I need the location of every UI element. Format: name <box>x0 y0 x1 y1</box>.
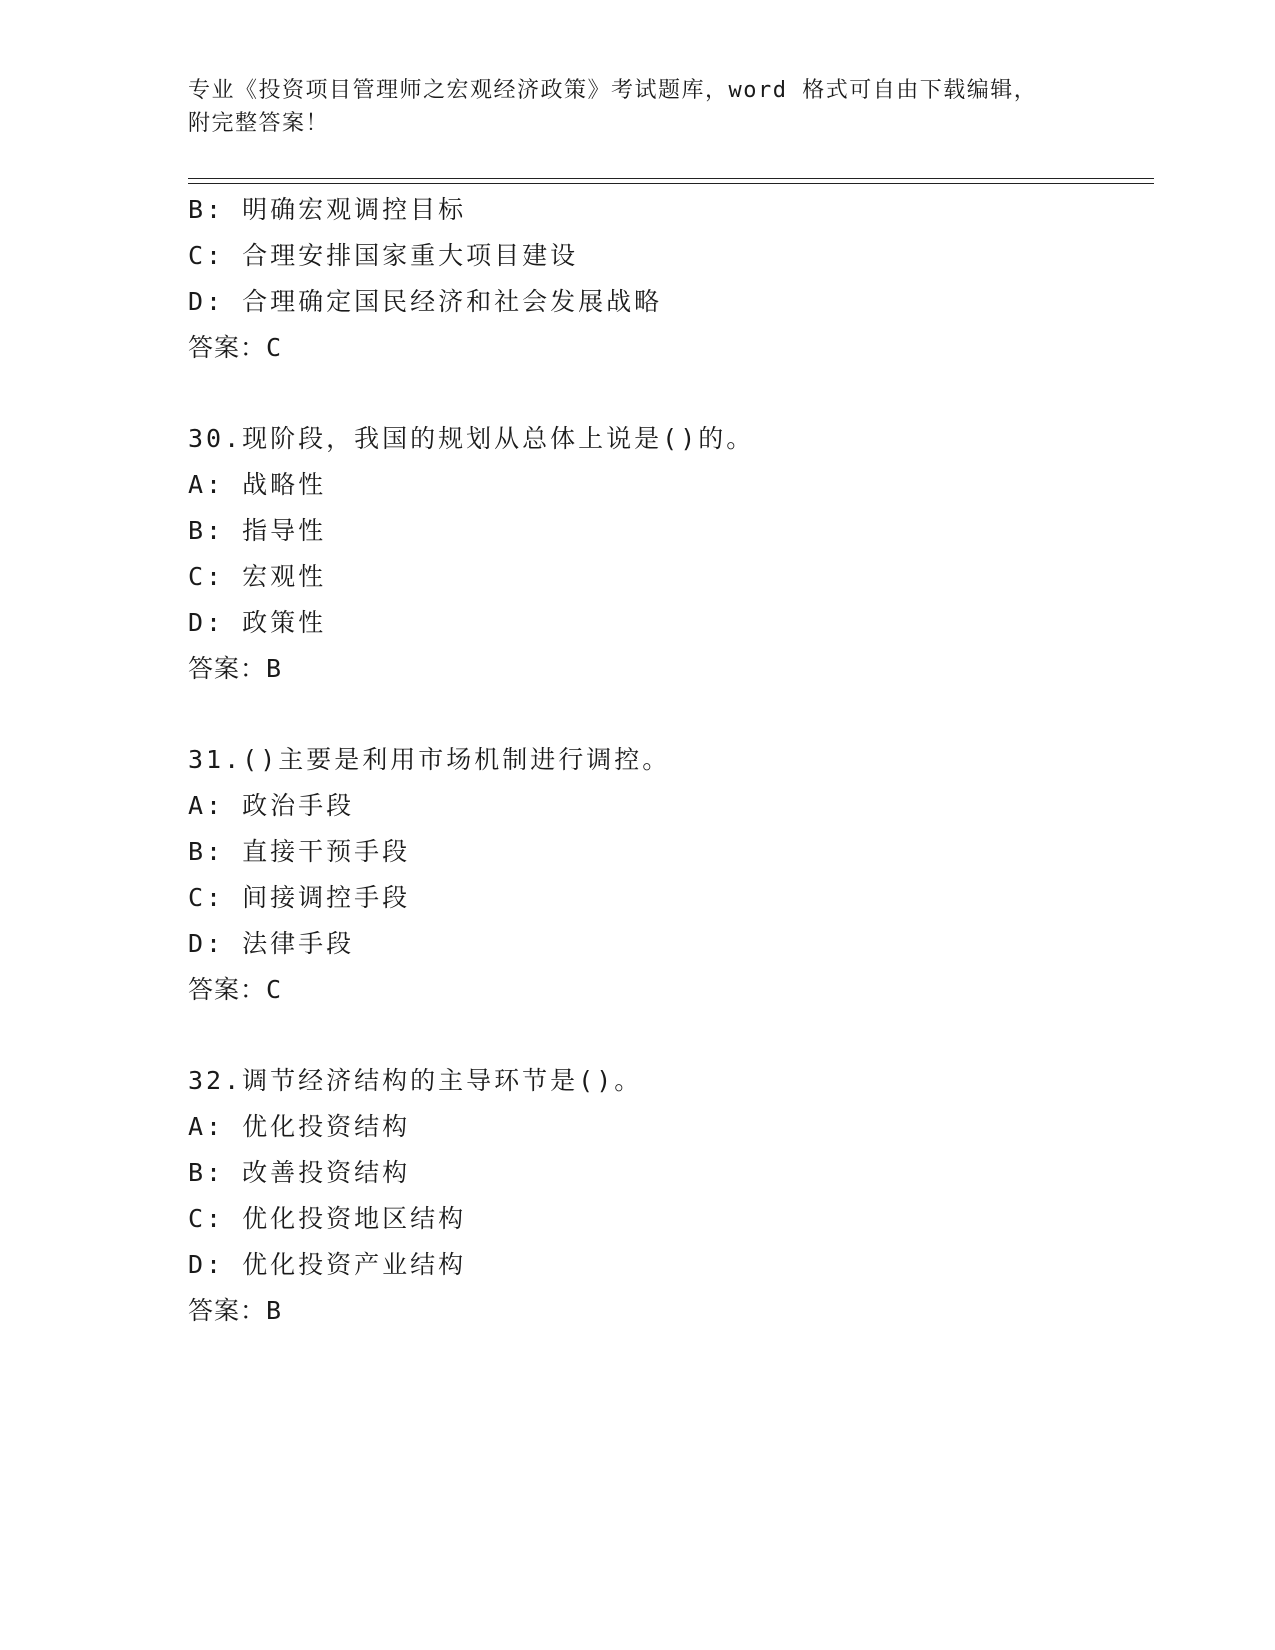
question-list <box>188 187 1148 1334</box>
option-b: B: 改善投资结构 <box>188 1158 411 1187</box>
option-b: B: 明确宏观调控目标 <box>188 195 467 224</box>
answer-value: B <box>266 1296 285 1325</box>
option-c: C: 优化投资地区结构 <box>188 1204 467 1233</box>
option-a: A: 战略性 <box>188 470 327 499</box>
question-gap <box>188 1013 1148 1058</box>
option-c: C: 宏观性 <box>188 562 327 591</box>
header-divider-bottom <box>188 183 1154 184</box>
answer-line <box>188 646 1148 692</box>
header-divider-top <box>188 178 1154 179</box>
option-a: A: 政治手段 <box>188 791 355 820</box>
question-32 <box>188 1058 1148 1334</box>
question-29-continued <box>188 187 1148 371</box>
option-b: B: 直接干预手段 <box>188 837 411 866</box>
option-d: D: 政策性 <box>188 608 327 637</box>
answer-label: 答案： <box>188 654 267 683</box>
option-c: C: 合理安排国家重大项目建设 <box>188 241 579 270</box>
question-gap <box>188 692 1148 737</box>
answer-value: C <box>266 333 285 362</box>
question-stem: 31.()主要是利用市场机制进行调控。 <box>188 745 671 774</box>
header-line-2: 附完整答案！ <box>188 111 330 136</box>
question-stem: 32.调节经济结构的主导环节是()。 <box>188 1066 643 1095</box>
option-a: A: 优化投资结构 <box>188 1112 411 1141</box>
document-header <box>188 74 1088 140</box>
answer-value: C <box>266 975 285 1004</box>
option-d: D: 法律手段 <box>188 929 355 958</box>
answer-line <box>188 325 1148 371</box>
answer-line <box>188 967 1148 1013</box>
question-stem: 30.现阶段，我国的规划从总体上说是()的。 <box>188 424 755 453</box>
option-d: D: 优化投资产业结构 <box>188 1250 467 1279</box>
answer-label: 答案： <box>188 333 267 362</box>
answer-line <box>188 1288 1148 1334</box>
answer-label: 答案： <box>188 975 267 1004</box>
answer-value: B <box>266 654 285 683</box>
question-30 <box>188 416 1148 692</box>
option-c: C: 间接调控手段 <box>188 883 411 912</box>
question-gap <box>188 371 1148 416</box>
option-d: D: 合理确定国民经济和社会发展战略 <box>188 287 663 316</box>
option-b: B: 指导性 <box>188 516 327 545</box>
question-31 <box>188 737 1148 1013</box>
answer-label: 答案： <box>188 1296 267 1325</box>
header-line-1: 专业《投资项目管理师之宏观经济政策》考试题库，word 格式可自由下载编辑， <box>188 78 1038 103</box>
